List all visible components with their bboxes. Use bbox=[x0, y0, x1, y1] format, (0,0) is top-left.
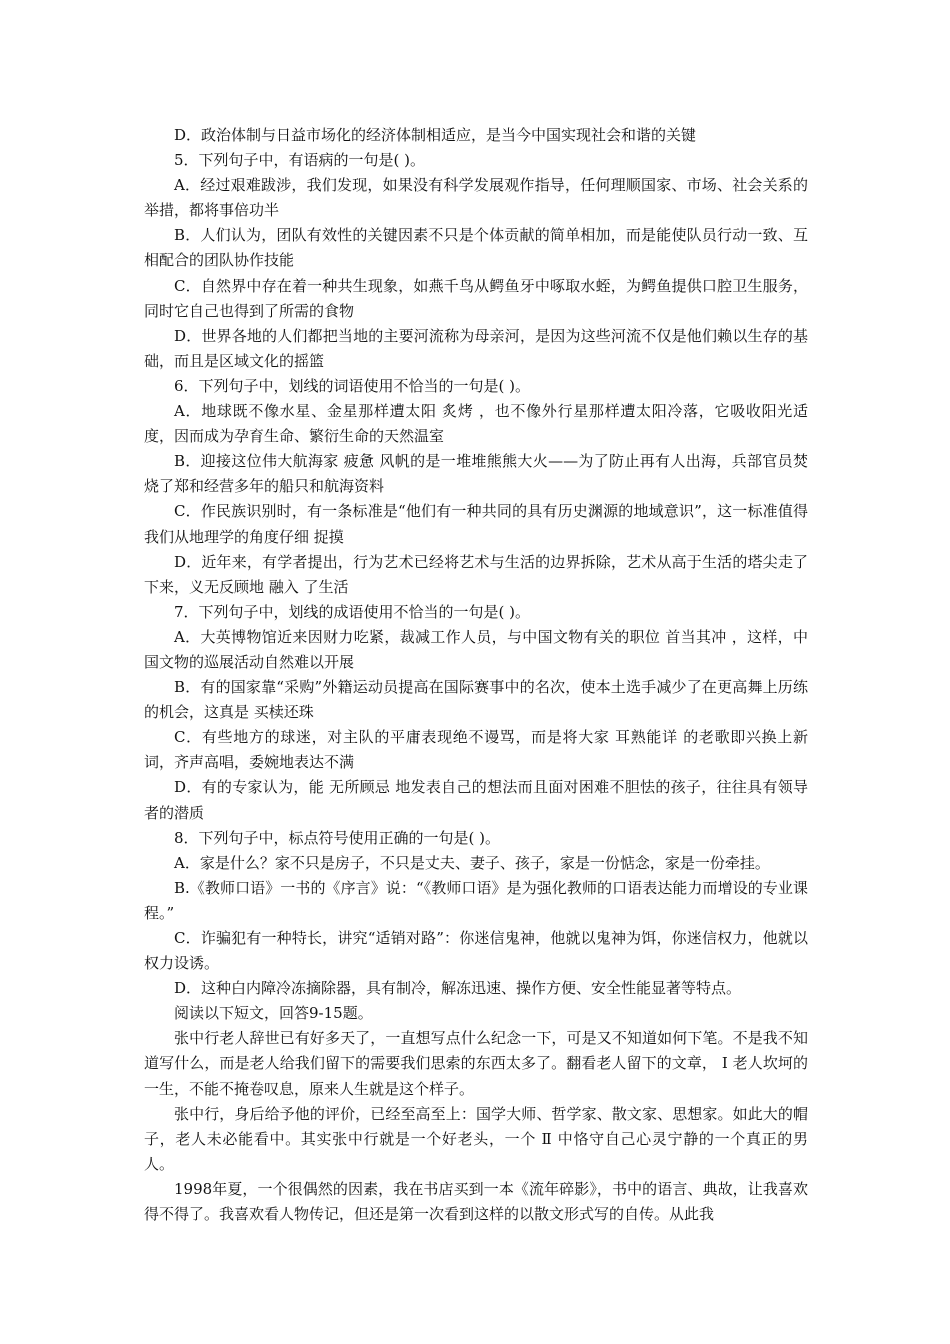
question-7-option-d: D．有的专家认为，能 无所顾忌 地发表自己的想法而且面对困难不胆怯的孩子，往往具有领导者的潜质 bbox=[144, 778, 808, 822]
question-5-option-b: B．人们认为，团队有效性的关键因素不只是个体贡献的简单相加，而是能使队员行动一致、互相配合的团队协作技能 bbox=[144, 226, 808, 270]
question-6-option-c: C．作民族识别时，有一条标准是“他们有一种共同的具有历史渊源的地域意识”，这一标准值得我们从地理学的角度仔细 捉摸 bbox=[144, 502, 808, 546]
reading-instruction: 阅读以下短文，回答9-15题。 bbox=[174, 1004, 373, 1023]
question-5-option-c: C．自然界中存在着一种共生现象，如燕千鸟从鳄鱼牙中啄取水蛭，为鳄鱼提供口腔卫生服务，同时它自己也得到了所需的食物 bbox=[144, 276, 808, 320]
passage-paragraph-1: 张中行老人辞世已有好多天了，一直想写点什么纪念一下，可是又不知道如何下笔。不是我不知道写什么，而是老人给我们留下的需要我们思索的东西太多了。翻看老人留下的文章， Ⅰ 老人坎坷的一生，不能不掩卷叹息，原来人生就是这个样子。 bbox=[144, 1029, 808, 1098]
passage-paragraph-2: 张中行，身后给予他的评价，已经至高至上：国学大师、哲学家、散文家、思想家。如此大的帽子，老人未必能看中。其实张中行就是一个好老头，一个 Ⅱ 中恪守自己心灵宁静的一个真正的男人。 bbox=[144, 1104, 808, 1173]
question-5-option-d: D．世界各地的人们都把当地的主要河流称为母亲河，是因为这些河流不仅是他们赖以生存的基础，而且是区域文化的摇篮 bbox=[144, 326, 808, 370]
question-6-option-a: A．地球既不像水星、金星那样遭太阳 炙烤 ，也不像外行星那样遭太阳冷落，它吸收阳光适度，因而成为孕育生命、繁衍生命的天然温室 bbox=[144, 402, 808, 446]
question-6-option-b: B．迎接这位伟大航海家 疲惫 风帆的是一堆堆熊熊大火——为了防止再有人出海，兵部官员焚烧了郑和经营多年的船只和航海资料 bbox=[144, 452, 808, 496]
paragraph-4d: D．政治体制与日益市场化的经济体制相适应，是当今中国实现社会和谐的关键 bbox=[174, 126, 697, 144]
question-7-option-b: B．有的国家靠“采购”外籍运动员提高在国际赛事中的名次，使本土选手减少了在更高舞上历练的机会，这真是 买椟还珠 bbox=[144, 678, 808, 722]
document-body bbox=[144, 123, 808, 1227]
passage-paragraph-3: 1998年夏，一个很偶然的因素，我在书店买到一本《流年碎影》，书中的语言、典故，让我喜欢得不得了。我喜欢看人物传记，但还是第一次看到这样的以散文形式写的自传。从此我 bbox=[144, 1179, 808, 1224]
question-8: 8．下列句子中，标点符号使用正确的一句是( )。 bbox=[174, 828, 501, 847]
question-7: 7．下列句子中，划线的成语使用不恰当的一句是( )。 bbox=[174, 602, 531, 621]
question-6-option-d: D．近年来，有学者提出，行为艺术已经将艺术与生活的边界拆除，艺术从高于生活的塔尖走了下来，义无反顾地 融入 了生活 bbox=[144, 552, 808, 596]
question-8-option-d: D．这种白内障冷冻摘除器，具有制冷，解冻迅速、操作方便、安全性能显著等特点。 bbox=[174, 979, 742, 998]
question-7-option-a: A．大英博物馆近来因财力吃紧，裁减工作人员，与中国文物有关的职位 首当其冲 ，这样，中国文物的巡展活动自然难以开展 bbox=[144, 627, 808, 671]
question-8-option-c: C．诈骗犯有一种特长，讲究“适销对路”：你迷信鬼神，他就以鬼神为饵，你迷信权力，他就以权力设诱。 bbox=[144, 929, 808, 973]
question-5-option-a: A．经过艰难跋涉，我们发现，如果没有科学发展观作指导，任何理顺国家、市场、社会关系的举措，都将事倍功半 bbox=[144, 176, 808, 220]
question-8-option-b: B.《教师口语》一书的《序言》说：“《教师口语》是为强化教师的口语表达能力而增设的专业课程。” bbox=[144, 878, 808, 922]
question-7-option-c: C．有些地方的球迷，对主队的平庸表现绝不谩骂，而是将大家 耳熟能详 的老歌即兴换上新词，齐声高唱，委婉地表达不满 bbox=[144, 728, 808, 772]
question-8-option-a: A．家是什么？家不只是房子，不只是丈夫、妻子、孩子，家是一份惦念，家是一份牵挂。 bbox=[174, 853, 770, 872]
question-6: 6．下列句子中，划线的词语使用不恰当的一句是( )。 bbox=[174, 376, 531, 395]
question-5: 5．下列句子中，有语病的一句是( )。 bbox=[174, 151, 426, 170]
